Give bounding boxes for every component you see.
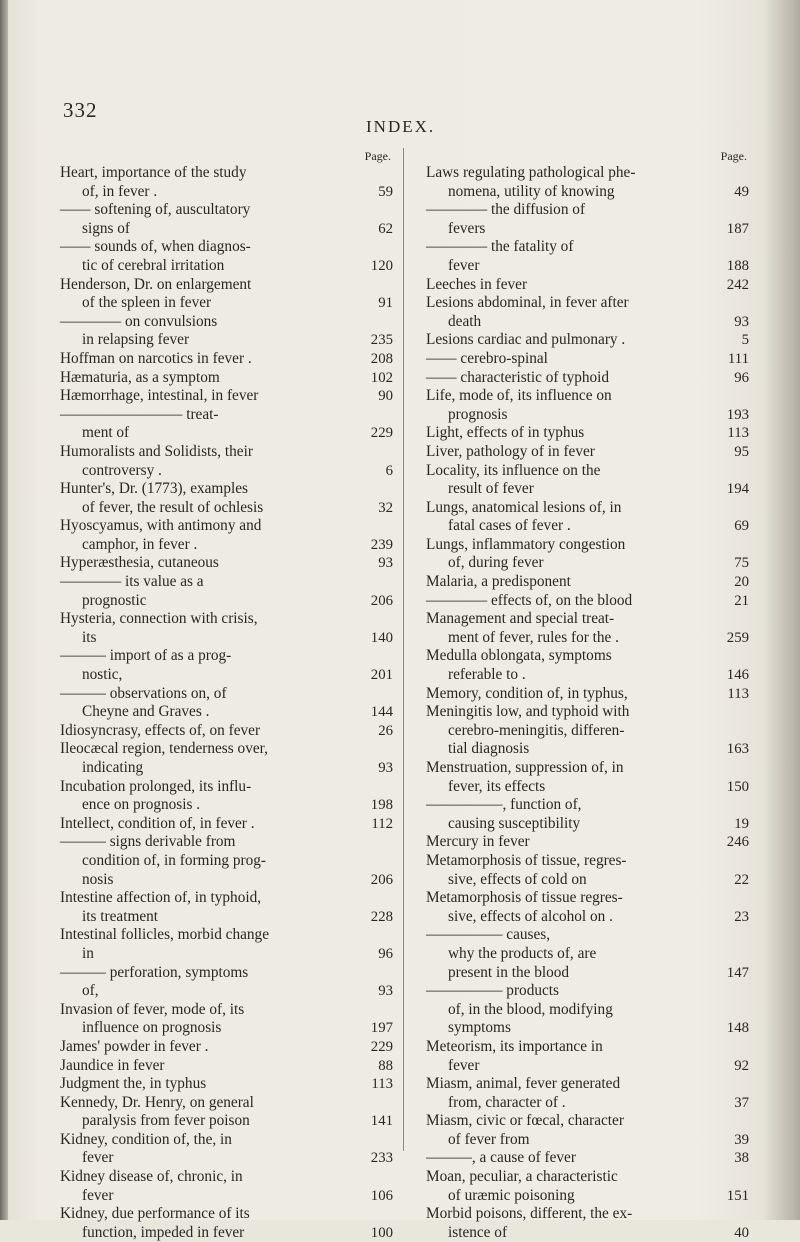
index-entry-text: Memory, condition of, in typhus,: [426, 684, 628, 702]
index-page-ref: 147: [726, 964, 749, 981]
index-entry: [60, 313, 393, 350]
index-entry-text: prognosis: [448, 405, 508, 423]
index-page-ref: 112: [371, 815, 393, 832]
index-entry-text: ————— products: [426, 982, 559, 1000]
index-entry: [60, 889, 393, 926]
index-page-ref: 197: [370, 1020, 393, 1037]
index-entry-text: Judgment the, in typhus: [60, 1075, 207, 1093]
index-entry: [60, 1038, 393, 1057]
index-entry-text: Hysteria, connection with crisis,: [60, 610, 258, 628]
index-entry: [426, 610, 749, 647]
index-entry: [60, 815, 393, 834]
index-page-ref: 93: [378, 983, 393, 1000]
index-page-ref: 198: [370, 797, 393, 814]
index-page-ref: 96: [378, 945, 393, 962]
index-entry-text: ———— the diffusion of: [426, 201, 586, 219]
index-entry-text: in: [82, 944, 94, 962]
index-page-ref: 95: [734, 443, 749, 460]
index-entry-text: Morbid poisons, different, the ex-: [426, 1205, 633, 1223]
index-entry-text: —— softening of, auscultatory: [60, 201, 251, 219]
index-entry: [426, 294, 749, 331]
index-page-ref: 188: [726, 257, 749, 274]
index-page-ref: 242: [726, 276, 749, 293]
index-entry-text: —— characteristic of typhoid: [426, 368, 610, 386]
index-page-ref: 100: [370, 1224, 393, 1241]
index-entry: [60, 647, 393, 684]
index-page-ref: 88: [378, 1057, 393, 1074]
index-entry-text: result of fever: [448, 480, 534, 498]
index-entry-text: fever: [448, 256, 480, 274]
index-entry: [60, 369, 393, 388]
index-entry: [60, 238, 393, 275]
index-entry-text: Kidney, condition of, the, in: [60, 1130, 232, 1148]
index-column-right: [426, 150, 749, 1242]
index-page-ref: 20: [734, 574, 749, 591]
index-page-ref: 62: [378, 220, 393, 237]
index-page-ref: 148: [726, 1020, 749, 1037]
index-entry: [60, 1168, 393, 1205]
index-page-ref: 229: [370, 425, 393, 442]
index-entry: [60, 1001, 393, 1038]
index-entry: [426, 1149, 749, 1168]
index-entry-text: tial diagnosis: [448, 740, 530, 758]
index-page-ref: 5: [741, 332, 749, 349]
index-entry: [60, 610, 393, 647]
index-entry: [426, 387, 749, 424]
index-page-ref: 246: [726, 834, 749, 851]
index-page-ref: 92: [734, 1057, 749, 1074]
index-entry: [426, 1112, 749, 1149]
index-entry-text: Hyoscyamus, with antimony and: [60, 517, 262, 535]
index-entry-text: Life, mode of, its influence on: [426, 387, 612, 405]
index-page-ref: 106: [370, 1187, 393, 1204]
index-page-ref: 140: [370, 629, 393, 646]
index-entry-text: signs of: [82, 219, 131, 237]
left-entries: [60, 164, 393, 1242]
index-page-ref: 102: [370, 369, 393, 386]
index-page-ref: 91: [378, 295, 393, 312]
index-entry-text: Miasm, civic or fœcal, character: [426, 1112, 624, 1130]
index-entry-text: Metamorphosis of tissue regres-: [426, 889, 623, 907]
index-entry-text: Hyperæsthesia, cutaneous: [60, 554, 219, 572]
index-page-ref: 59: [378, 183, 393, 200]
index-page-ref: 113: [727, 425, 749, 442]
index-entry: [60, 276, 393, 313]
index-entry-text: Lesions cardiac and pulmonary .: [426, 331, 626, 349]
index-entry-text: indicating: [82, 759, 144, 776]
index-entry-text: prognostic: [82, 591, 147, 609]
index-entry-text: Mercury in fever: [426, 833, 530, 851]
index-entry: [426, 331, 749, 350]
index-entry-text: fever: [448, 1056, 480, 1074]
index-entry: [60, 443, 393, 480]
index-entry-text: fatal cases of fever .: [448, 517, 571, 535]
index-entry-text: ————— causes,: [426, 926, 551, 944]
index-entry-text: Jaundice in fever: [60, 1056, 165, 1074]
index-entry-text: from, character of .: [448, 1093, 566, 1111]
index-page-ref: 235: [370, 332, 393, 349]
index-entry: [60, 722, 393, 741]
index-entry-text: nostic,: [82, 666, 123, 684]
index-entry: [426, 833, 749, 852]
index-entry-text: ment of fever, rules for the .: [448, 628, 619, 646]
index-entry: [60, 554, 393, 573]
index-entry-text: Meteorism, its importance in: [426, 1037, 603, 1055]
index-entry-text: Medulla oblongata, symptoms: [426, 647, 612, 665]
page-column-label: Page.: [364, 149, 391, 163]
index-page-ref: 187: [726, 220, 749, 237]
index-entry: [60, 387, 393, 406]
index-entry-text: Intestine affection of, in typhoid,: [60, 889, 262, 907]
index-entry: [60, 1094, 393, 1131]
index-entry-text: ——— observations on, of: [60, 684, 227, 702]
page-edge-shadow: [764, 0, 800, 1220]
index-entry-text: ——— perforation, symptoms: [60, 963, 249, 981]
index-entry-text: Kidney disease of, chronic, in: [60, 1168, 243, 1186]
index-page-ref: 141: [370, 1113, 393, 1130]
index-entry-text: ———— the fatality of: [426, 238, 574, 256]
index-entry: [60, 1131, 393, 1168]
index-page-ref: 23: [734, 908, 749, 925]
index-entry-text: Invasion of fever, mode of, its: [60, 1000, 245, 1018]
index-page-ref: 163: [726, 741, 749, 758]
index-entry: [426, 852, 749, 889]
index-entry-text: ment of: [82, 424, 130, 442]
index-entry: [60, 517, 393, 554]
index-page-ref: 40: [734, 1224, 749, 1241]
index-entry: [426, 573, 749, 592]
right-entries: [426, 164, 749, 1242]
index-entry: [60, 964, 393, 1001]
index-page-ref: 120: [370, 257, 393, 274]
column-divider: [403, 148, 404, 1151]
index-entry: [60, 573, 393, 610]
index-page-ref: 144: [370, 704, 393, 721]
index-entry-text: paralysis from fever poison: [82, 1112, 250, 1130]
index-entry-text: —— cerebro-spinal: [426, 349, 548, 367]
index-entry-text: —— sounds of, when diagnos-: [60, 238, 251, 256]
index-entry: [426, 1168, 749, 1205]
index-entry-text: Locality, its influence on the: [426, 461, 601, 479]
index-entry-text: Metamorphosis of tissue, regres-: [426, 851, 627, 869]
index-entry: [60, 1075, 393, 1094]
index-entry-text: Ileocæcal region, tenderness over,: [60, 740, 268, 758]
index-entry-text: fevers: [448, 219, 486, 237]
index-entry-text: fever, its effects: [448, 777, 546, 795]
index-entry-text: why the products of, are: [448, 944, 597, 962]
index-entry-text: of fever from: [448, 1130, 530, 1148]
index-entry: [426, 350, 749, 369]
index-entry: [426, 536, 749, 573]
index-entry-text: ———— on convulsions: [60, 312, 218, 330]
index-entry: [426, 703, 749, 759]
index-page-ref: 26: [378, 722, 393, 739]
index-page-ref: 39: [734, 1131, 749, 1148]
index-page-ref: 259: [726, 629, 749, 646]
index-page-ref: 194: [726, 481, 749, 498]
index-entry-text: James' powder in fever .: [60, 1037, 209, 1055]
index-entry: [60, 740, 393, 777]
index-page-ref: 111: [727, 350, 749, 367]
index-entry-text: sive, effects of cold on: [448, 870, 587, 888]
index-entry-text: —————, function of,: [426, 796, 582, 814]
index-entry: [60, 164, 393, 201]
index-entry-text: ———, a cause of fever: [426, 1149, 576, 1167]
index-entry-text: sive, effects of alcohol on .: [448, 907, 613, 925]
index-entry-text: cerebro-meningitis, differen-: [448, 721, 625, 739]
index-page-ref: 206: [370, 871, 393, 888]
index-entry-text: Incubation prolonged, its influ-: [60, 777, 252, 795]
index-entry-text: its: [82, 628, 97, 646]
index-page-ref: 93: [378, 555, 393, 572]
index-entry-text: Kidney, due performance of its: [60, 1205, 250, 1223]
index-entry: [426, 462, 749, 499]
index-entry: [60, 1205, 393, 1242]
index-entry: [426, 982, 749, 1038]
running-head: INDEX.: [366, 117, 436, 136]
index-entry: [426, 685, 749, 704]
index-entry-text: Cheyne and Graves .: [82, 703, 210, 721]
index-entry-text: ——— import of as a prog-: [60, 647, 232, 665]
index-entry-text: of,: [82, 982, 99, 1000]
index-page-ref: 19: [734, 815, 749, 832]
index-entry-text: ———————— treat-: [60, 405, 219, 423]
index-column-left: [60, 150, 393, 1242]
index-page-ref: 201: [370, 667, 393, 684]
index-page-ref: 150: [726, 778, 749, 795]
index-entry: [426, 926, 749, 982]
index-entry-text: symptoms: [448, 1019, 511, 1037]
index-entry-text: Moan, peculiar, a characteristic: [426, 1168, 618, 1186]
index-page-ref: 6: [385, 462, 393, 479]
index-entry: [426, 1038, 749, 1075]
index-entry-text: death: [448, 312, 482, 330]
index-page-ref: 21: [734, 592, 749, 609]
index-page-ref: 75: [734, 555, 749, 572]
index-entry-text: of, in the blood, modifying: [448, 1000, 613, 1018]
index-entry-text: fever: [82, 1149, 114, 1167]
index-entry-text: Light, effects of in typhus: [426, 424, 585, 442]
index-entry-text: nomena, utility of knowing: [448, 182, 615, 200]
index-page-ref: 38: [734, 1150, 749, 1167]
index-entry-text: in relapsing fever: [82, 331, 190, 349]
index-entry-text: Malaria, a predisponent: [426, 573, 571, 591]
index-entry-text: ——— signs derivable from: [60, 833, 236, 851]
index-entry-text: Humoralists and Solidists, their: [60, 442, 253, 460]
index-entry: [60, 350, 393, 369]
index-entry: [426, 499, 749, 536]
index-entry-text: tic of cerebral irritation: [82, 256, 225, 274]
index-page-ref: 113: [371, 1076, 393, 1093]
index-entry-text: Lungs, anatomical lesions of, in: [426, 498, 622, 516]
index-entry-text: Hæmaturia, as a symptom: [60, 368, 220, 386]
index-page-ref: 193: [726, 406, 749, 423]
index-page-ref: 22: [734, 871, 749, 888]
index-entry-text: Meningitis low, and typhoid with: [426, 703, 630, 721]
index-page-ref: 228: [370, 908, 393, 925]
index-entry: [426, 164, 749, 201]
index-entry: [426, 796, 749, 833]
index-entry-text: of uræmic poisoning: [448, 1186, 575, 1204]
index-entry: [426, 276, 749, 295]
index-page-ref: 113: [727, 685, 749, 702]
index-entry-text: camphor, in fever .: [82, 535, 198, 553]
index-entry-text: of, during fever: [448, 554, 544, 572]
index-page-ref: 233: [370, 1150, 393, 1167]
index-page-ref: 69: [734, 518, 749, 535]
index-page-ref: 93: [378, 760, 393, 776]
index-page-ref: 239: [370, 536, 393, 553]
index-entry: [426, 759, 749, 796]
index-page-ref: 90: [378, 388, 393, 405]
index-page-ref: 146: [726, 667, 749, 684]
index-entry-text: controversy .: [82, 461, 162, 479]
index-page-ref: 229: [370, 1038, 393, 1055]
index-entry-text: Kennedy, Dr. Henry, on general: [60, 1093, 254, 1111]
index-entry-text: influence on prognosis: [82, 1019, 222, 1037]
index-entry-text: Lesions abdominal, in fever after: [426, 294, 629, 312]
index-entry-text: Intellect, condition of, in fever .: [60, 814, 255, 832]
index-entry: [60, 406, 393, 443]
page-column-label: Page.: [720, 149, 747, 163]
index-entry-text: Miasm, animal, fever generated: [426, 1075, 621, 1093]
index-entry: [60, 1057, 393, 1076]
index-entry-text: fever: [82, 1186, 114, 1204]
index-entry: [60, 778, 393, 815]
index-entry-text: ence on prognosis .: [82, 796, 201, 814]
index-page-ref: 49: [734, 183, 749, 200]
index-entry: [426, 647, 749, 684]
index-entry: [426, 443, 749, 462]
index-entry-text: Hæmorrhage, intestinal, in fever: [60, 387, 259, 405]
index-page-ref: 93: [734, 313, 749, 330]
index-entry: [60, 833, 393, 889]
index-entry: [426, 424, 749, 443]
index-entry-text: Menstruation, suppression of, in: [426, 759, 624, 776]
index-entry: [426, 369, 749, 388]
index-entry: [426, 201, 749, 238]
index-entry: [426, 889, 749, 926]
index-entry-text: of, in fever .: [82, 182, 158, 200]
index-entry: [426, 238, 749, 275]
index-entry-text: Henderson, Dr. on enlargement: [60, 275, 252, 293]
index-entry-text: Heart, importance of the study: [60, 164, 247, 181]
index-entry-text: causing susceptibility: [448, 814, 581, 832]
index-entry-text: Management and special treat-: [426, 610, 615, 628]
index-page-ref: 32: [378, 499, 393, 516]
index-entry-text: ———— effects of, on the blood: [426, 591, 633, 609]
index-page-ref: 37: [734, 1094, 749, 1111]
index-entry-text: of fever, the result of ochlesis: [82, 498, 264, 516]
index-entry-text: Intestinal follicles, morbid change: [60, 926, 269, 944]
index-entry-text: of the spleen in fever: [82, 294, 212, 312]
index-entry: [426, 592, 749, 611]
index-page-ref: 208: [370, 350, 393, 367]
index-entry: [426, 1205, 749, 1242]
index-page-ref: 96: [734, 369, 749, 386]
index-entry-text: present in the blood: [448, 963, 570, 981]
index-entry-text: referable to .: [448, 666, 526, 684]
page-number: 332: [63, 98, 98, 122]
index-entry-text: istence of: [448, 1223, 508, 1241]
index-entry-text: function, impeded in fever: [82, 1223, 245, 1241]
index-entry-text: Laws regulating pathological phe-: [426, 164, 636, 181]
index-entry-text: Leeches in fever: [426, 275, 528, 293]
index-entry: [426, 1075, 749, 1112]
index-entry: [60, 685, 393, 722]
index-entry-text: Liver, pathology of in fever: [426, 442, 595, 460]
index-entry-text: Hunter's, Dr. (1773), examples: [60, 480, 248, 498]
index-entry-text: nosis: [82, 870, 114, 888]
index-entry-text: Lungs, inflammatory congestion: [426, 535, 626, 553]
index-page-ref: 151: [726, 1187, 749, 1204]
index-entry-text: its treatment: [82, 907, 159, 925]
index-entry: [60, 926, 393, 963]
page-gutter-shadow: [0, 0, 8, 1220]
index-entry: [60, 201, 393, 238]
index-entry-text: ———— its value as a: [60, 573, 204, 591]
index-entry-text: Hoffman on narcotics in fever .: [60, 349, 252, 367]
index-entry-text: Idiosyncrasy, effects of, on fever: [60, 721, 261, 739]
index-entry: [60, 480, 393, 517]
index-entry-text: condition of, in forming prog-: [82, 851, 266, 869]
index-page-ref: 206: [370, 592, 393, 609]
